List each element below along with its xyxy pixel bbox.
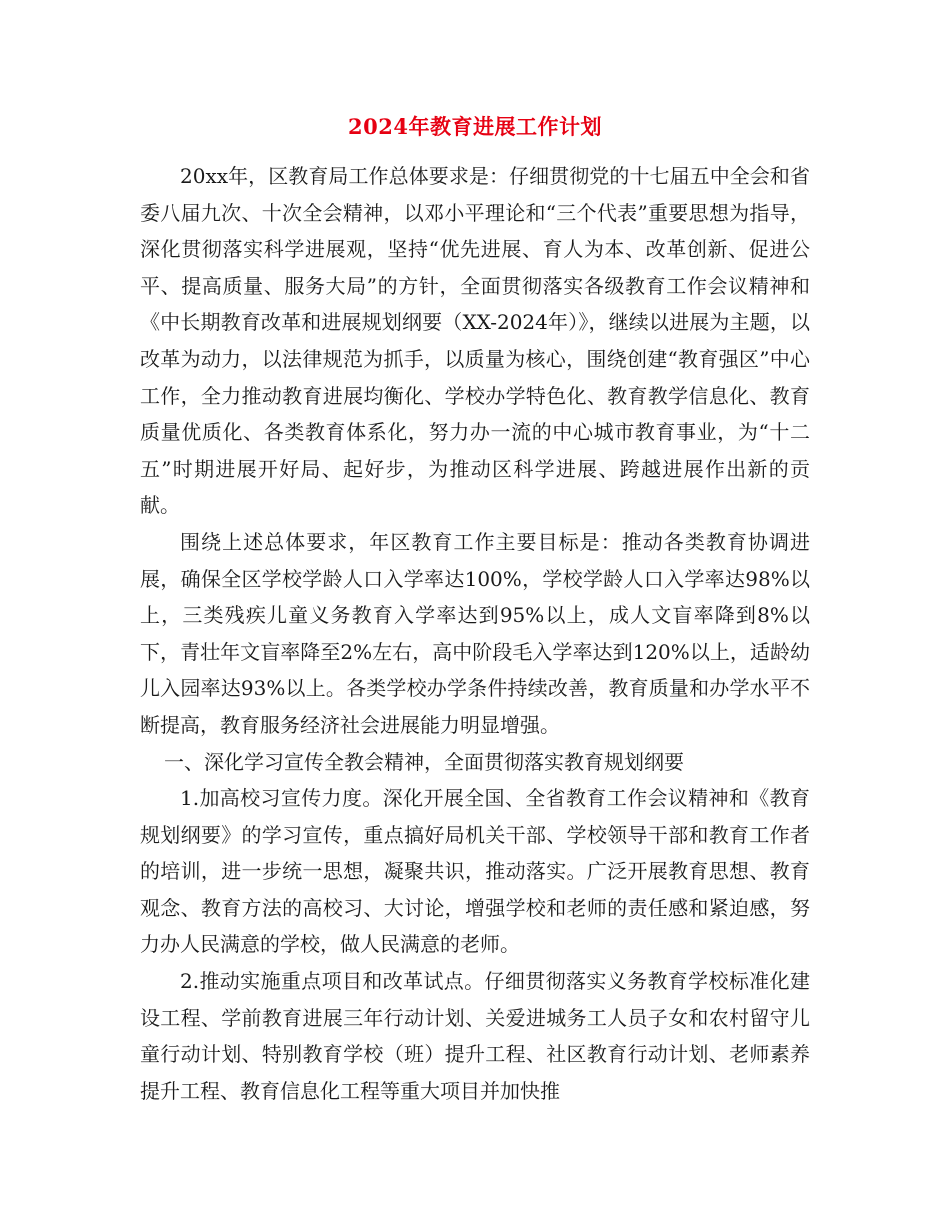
paragraph-item-1: 1.加高校习宣传力度。深化开展全国、全省教育工作会议精神和《教育规划纲要》的学习宣传，重点搞好局机关干部、学校领导干部和教育工作者的培训，进一步统一思想，凝聚共识，推动落实。广泛开展教育思想、教育观念、教育方法的高校习、大讨论，增强学校和老师的责任感和紧迫感，努力办人民满意的学校，做人民满意的老师。 bbox=[140, 786, 810, 957]
document-body bbox=[140, 158, 810, 1109]
paragraph-item-2: 2.推动实施重点项目和改革试点。仔细贯彻落实义务教育学校标准化建设工程、学前教育进展三年行动计划、关爱进城务工人员子女和农村留守儿童行动计划、特别教育学校（班）提升工程、社区教育行动计划、老师素养提升工程、教育信息化工程等重大项目并加快推 bbox=[140, 969, 810, 1103]
paragraph-overall-requirements: 20xx年，区教育局工作总体要求是：仔细贯彻党的十七届五中全会和省委八届九次、十次全会精神，以邓小平理论和“三个代表”重要思想为指导，深化贯彻落实科学进展观，坚持“优先进展、育人为本、改革创新、促进公平、提高质量、服务大局”的方针，全面贯彻落实各级教育工作会议精神和《中长期教育改革和进展规划纲要（XX-2024年）》，继续以进展为主题，以改革为动力，以法律规范为抓手，以质量为核心，围绕创建“教育强区”中心工作，全力推动教育进展均衡化、学校办学特色化、教育教学信息化、教育质量优质化、各类教育体系化，努力办一流的中心城市教育事业，为“十二五”时期进展开好局、起好步，为推动区科学进展、跨越进展作出新的贡献。 bbox=[140, 164, 810, 518]
document-title: 2024年教育进展工作计划 bbox=[348, 114, 602, 139]
section-heading-1: 一、深化学习宣传全教会精神，全面贯彻落实教育规划纲要 bbox=[164, 749, 684, 774]
paragraph-main-goals: 围绕上述总体要求，年区教育工作主要目标是：推动各类教育协调进展，确保全区学校学龄人口入学率达100%，学校学龄人口入学率达98%以上，三类残疾儿童义务教育入学率达到95%以上，成人文盲率降到8%以下，青壮年文盲率降至2%左右，高中阶段毛入学率达到120%以上，适龄幼儿入园率达93%以上。各类学校办学条件持续改善，教育质量和办学水平不断提高，教育服务经济社会进展能力明显增强。 bbox=[140, 529, 810, 737]
